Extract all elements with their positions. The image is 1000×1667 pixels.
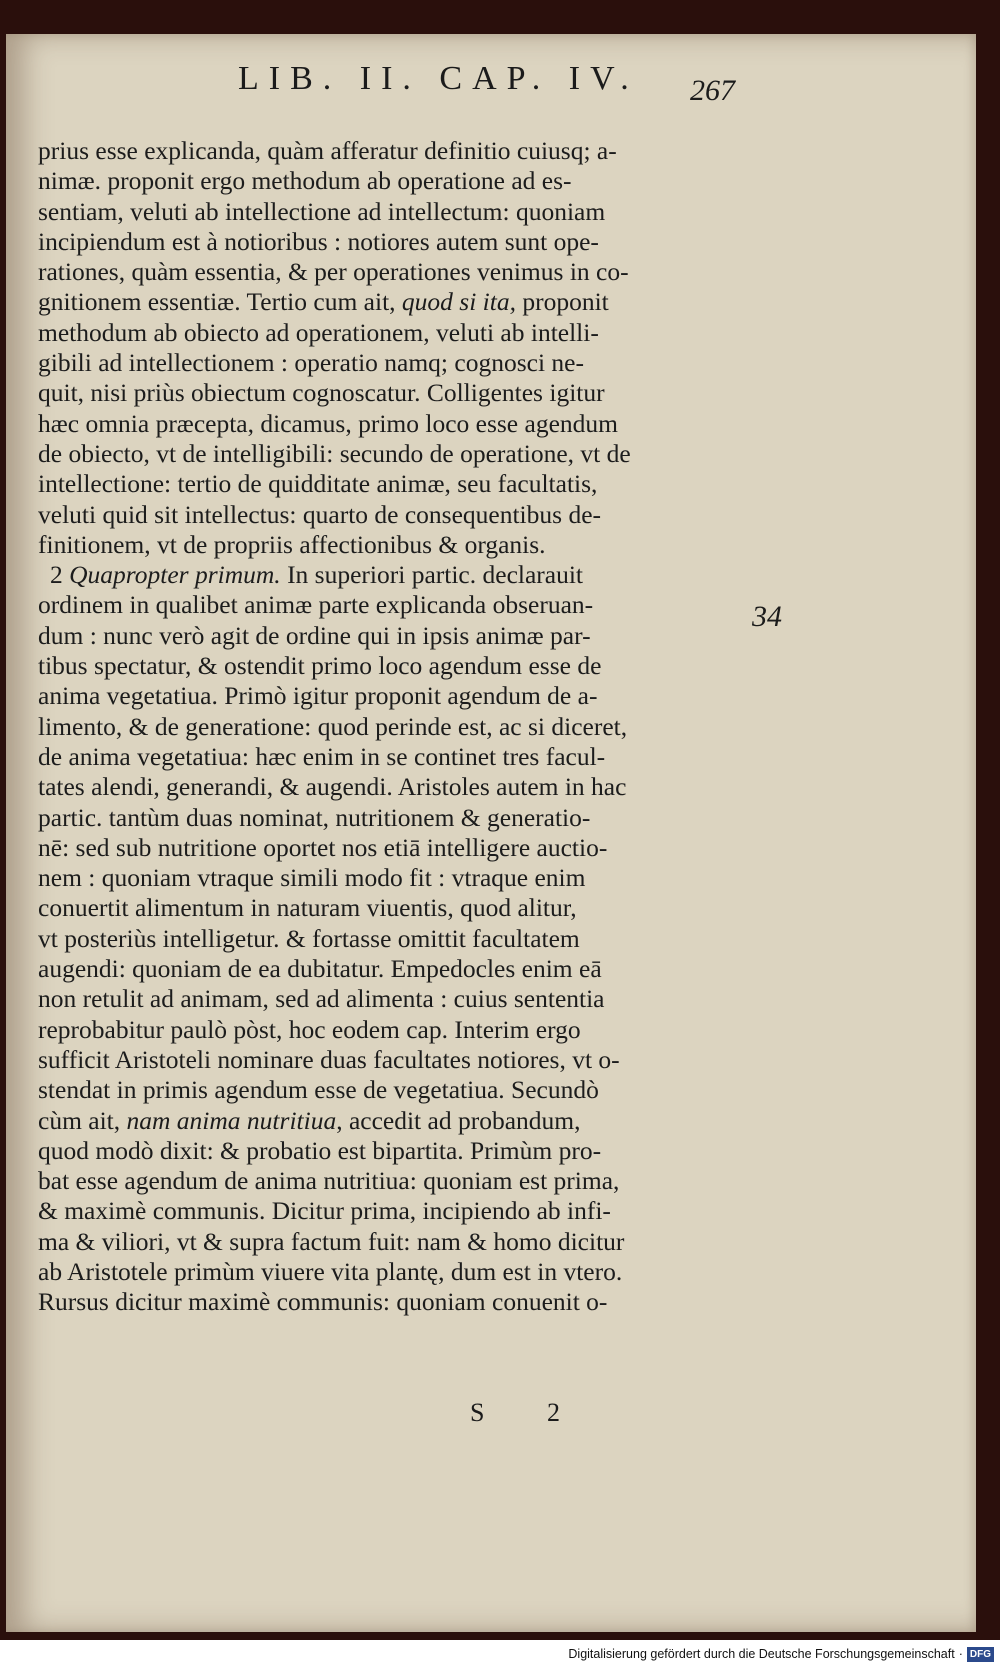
text-line: sufficit Aristoteli nominare duas facultates notiores, vt o- bbox=[38, 1044, 620, 1074]
lemma: nam anima nutritiua bbox=[126, 1105, 337, 1135]
text-line: & maximè communis. Dicitur prima, incipiendo ab infi- bbox=[38, 1196, 611, 1226]
text-segment: proponit bbox=[515, 287, 609, 317]
text-line: ab Aristotele primùm viuere vita plantę, dum est in vtero. bbox=[38, 1256, 623, 1286]
text-line: non retulit ad animam, sed ad alimenta : cuius sententia bbox=[38, 984, 605, 1014]
margin-note: 34 bbox=[752, 600, 782, 633]
text-line: sentiam, veluti ab intellectione ad intellectum: quoniam bbox=[38, 196, 606, 226]
paragraph-number: 2 bbox=[50, 560, 63, 590]
text-line: hæc omnia præcepta, dicamus, primo loco esse agendum bbox=[38, 408, 618, 438]
text-line: finitionem, vt de propriis affectionibus & organis. bbox=[38, 529, 546, 559]
text-segment: cùm ait, bbox=[38, 1105, 127, 1135]
text-line: de obiecto, vt de intelligibili: secundo de operatione, vt de bbox=[38, 438, 631, 468]
text-line: rationes, quàm essentia, & per operationes venimus in co- bbox=[38, 257, 629, 287]
credit-separator: · bbox=[958, 1647, 963, 1661]
text-line: nem : quoniam vtraque simili modo fit : vtraque enim bbox=[38, 863, 586, 893]
text-line: ordinem in qualibet animæ parte explicanda obseruan- bbox=[38, 590, 594, 620]
paragraph-start-line bbox=[38, 560, 743, 590]
text-line: veluti quid sit intellectus: quarto de consequentibus de- bbox=[38, 499, 602, 529]
text-line: de anima vegetatiua: hæc enim in se continet tres facul- bbox=[38, 741, 606, 771]
digitization-credit bbox=[568, 1645, 994, 1663]
text-line: nimæ. proponit ergo methodum ab operatione ad es- bbox=[38, 166, 572, 196]
dfg-logo-icon: DFG bbox=[967, 1647, 994, 1662]
text-line: Rursus dicitur maximè communis: quoniam conuenit o- bbox=[38, 1287, 608, 1317]
credit-text: Digitalisierung gefördert durch die Deutsche Forschungsgemeinschaft bbox=[568, 1647, 955, 1661]
text-line: intellectione: tertio de quidditate animæ, seu facultatis, bbox=[38, 469, 598, 499]
body-text bbox=[38, 136, 743, 1318]
text-line: gibili ad intellectionem : operatio namq; cognosci ne- bbox=[38, 348, 584, 378]
text-line-with-lemma bbox=[38, 287, 743, 317]
text-line: stendat in primis agendum esse de vegetatiua. Secundò bbox=[38, 1075, 599, 1105]
text-line: incipiendum est à notioribus : notiores autem sunt ope- bbox=[38, 226, 599, 256]
signature-mark: S 2 bbox=[470, 1398, 588, 1427]
lemma: quod si ita, bbox=[401, 287, 516, 317]
text-line: limento, & de generatione: quod perinde est, ac si diceret, bbox=[38, 711, 628, 741]
lemma: Quapropter primum. bbox=[69, 560, 281, 590]
text-line: vt posteriùs intelligetur. & fortasse omittit facultatem bbox=[38, 923, 580, 953]
text-line: ma & viliori, vt & supra factum fuit: nam & homo dicitur bbox=[38, 1226, 625, 1256]
running-title: LIB. II. CAP. IV. bbox=[238, 60, 639, 97]
text-line: quit, nisi priùs obiectum cognoscatur. Colligentes igitur bbox=[38, 378, 605, 408]
text-segment: gnitionem essentiæ. Tertio cum ait, bbox=[38, 287, 402, 317]
text-line: nē: sed sub nutritione oportet nos etiā intelligere auctio- bbox=[38, 832, 608, 862]
text-line: bat esse agendum de anima nutritiua: quoniam est prima, bbox=[38, 1166, 620, 1196]
page-number: 267 bbox=[690, 74, 735, 107]
text-line: reprobabitur paulò pòst, hoc eodem cap. Interim ergo bbox=[38, 1014, 581, 1044]
text-line: dum : nunc verò agit de ordine qui in ipsis animæ par- bbox=[38, 620, 591, 650]
text-line: augendi: quoniam de ea dubitatur. Empedocles enim eā bbox=[38, 954, 602, 984]
text-line: anima vegetatiua. Primò igitur proponit agendum de a- bbox=[38, 681, 598, 711]
text-line: prius esse explicanda, quàm afferatur definitio cuiusq; a- bbox=[38, 136, 617, 165]
text-segment: , accedit ad probandum, bbox=[336, 1105, 581, 1135]
text-segment: In superiori partic. declarauit bbox=[280, 560, 584, 590]
text-line: methodum ab obiecto ad operationem, veluti ab intelli- bbox=[38, 317, 599, 347]
text-line-with-lemma bbox=[38, 1106, 743, 1136]
text-line: partic. tantùm duas nominat, nutritionem & generatio- bbox=[38, 802, 591, 832]
text-line: conuertit alimentum in naturam viuentis, quod alitur, bbox=[38, 893, 577, 923]
text-line: tibus spectatur, & ostendit primo loco agendum esse de bbox=[38, 651, 602, 681]
text-line: quod modò dixit: & probatio est bipartita. Primùm pro- bbox=[38, 1135, 602, 1165]
text-line: tates alendi, generandi, & augendi. Aristoles autem in hac bbox=[38, 772, 627, 802]
